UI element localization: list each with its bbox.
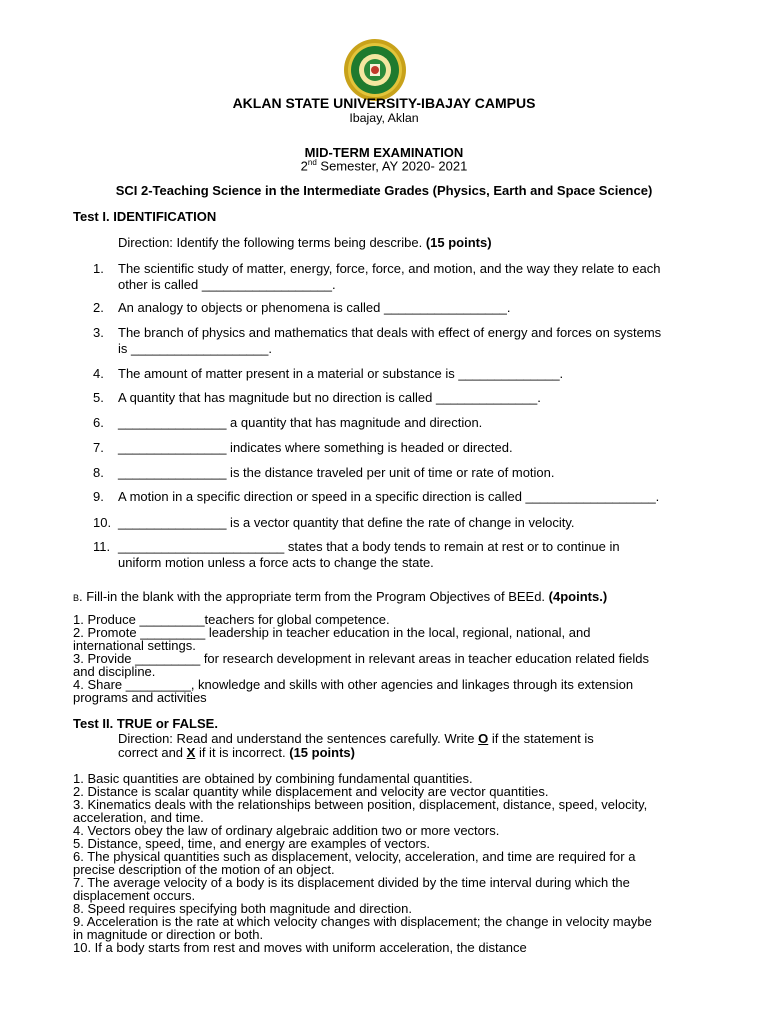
test2-title: Test II. TRUE or FALSE.	[73, 716, 218, 731]
test2-item-6: 6. The physical quantities such as displacement, velocity, acceleration, and time are required for a precise description of the motion of an object.	[73, 849, 636, 877]
test2-item-2: 2. Distance is scalar quantity while displacement and velocity are vector quantities.	[73, 784, 549, 799]
exam-title: MID-TERM EXAMINATION	[304, 145, 464, 160]
test1-direction: Direction: Identify the following terms being describe. (15 points)	[118, 235, 492, 250]
course-title: SCI 2-Teaching Science in the Intermediate Grades (Physics, Earth and Space Science)	[115, 183, 653, 198]
test2-item-8: 8. Speed requires specifying both magnitude and direction.	[73, 901, 412, 916]
partb-item-1: 1. Produce _________teachers for global competence.	[73, 612, 390, 627]
test2-item-5: 5. Distance, speed, time, and energy are examples of vectors.	[73, 836, 430, 851]
university-seal-logo	[343, 38, 407, 102]
test2-item-7: 7. The average velocity of a body is its displacement divided by the time interval during which the displacement occurs.	[73, 875, 630, 903]
partb-direction: B. Fill-in the blank with the appropriate term from the Program Objectives of BEEd. (4points.)	[73, 589, 608, 604]
semester-line: 2nd Semester, AY 2020- 2021	[300, 158, 468, 174]
university-name: AKLAN STATE UNIVERSITY-IBAJAY CAMPUS	[232, 95, 536, 111]
test2-item-10: 10. If a body starts from rest and moves with uniform acceleration, the distance	[73, 940, 527, 955]
partb-item-2: 2. Promote _________ leadership in teacher education in the local, regional, national, and international settings.	[73, 625, 591, 653]
test2-item-3: 3. Kinematics deals with the relationships between position, displacement, distance, speed, velocity, acceleration, and time.	[73, 797, 648, 825]
test2-item-4: 4. Vectors obey the law of ordinary algebraic addition two or more vectors.	[73, 823, 500, 838]
partb-item-3: 3. Provide _________ for research development in relevant areas in teacher education related fields and discipline.	[73, 651, 649, 679]
partb-item-4: 4. Share _________, knowledge and skills with other agencies and linkages through its extension programs and activities	[73, 677, 634, 705]
test2-item-1: 1. Basic quantities are obtained by combining fundamental quantities.	[73, 771, 473, 786]
test2-direction-line1: Direction: Read and understand the sentences carefully. Write O if the statement is	[118, 731, 594, 746]
campus-location: Ibajay, Aklan	[349, 111, 419, 125]
test1-title: Test I. IDENTIFICATION	[73, 209, 217, 224]
test2-direction-line2: correct and X if it is incorrect. (15 points)	[118, 745, 355, 760]
test2-item-9: 9. Acceleration is the rate at which velocity changes with displacement; the change in velocity maybe in magnitude or direction or both.	[73, 914, 652, 942]
